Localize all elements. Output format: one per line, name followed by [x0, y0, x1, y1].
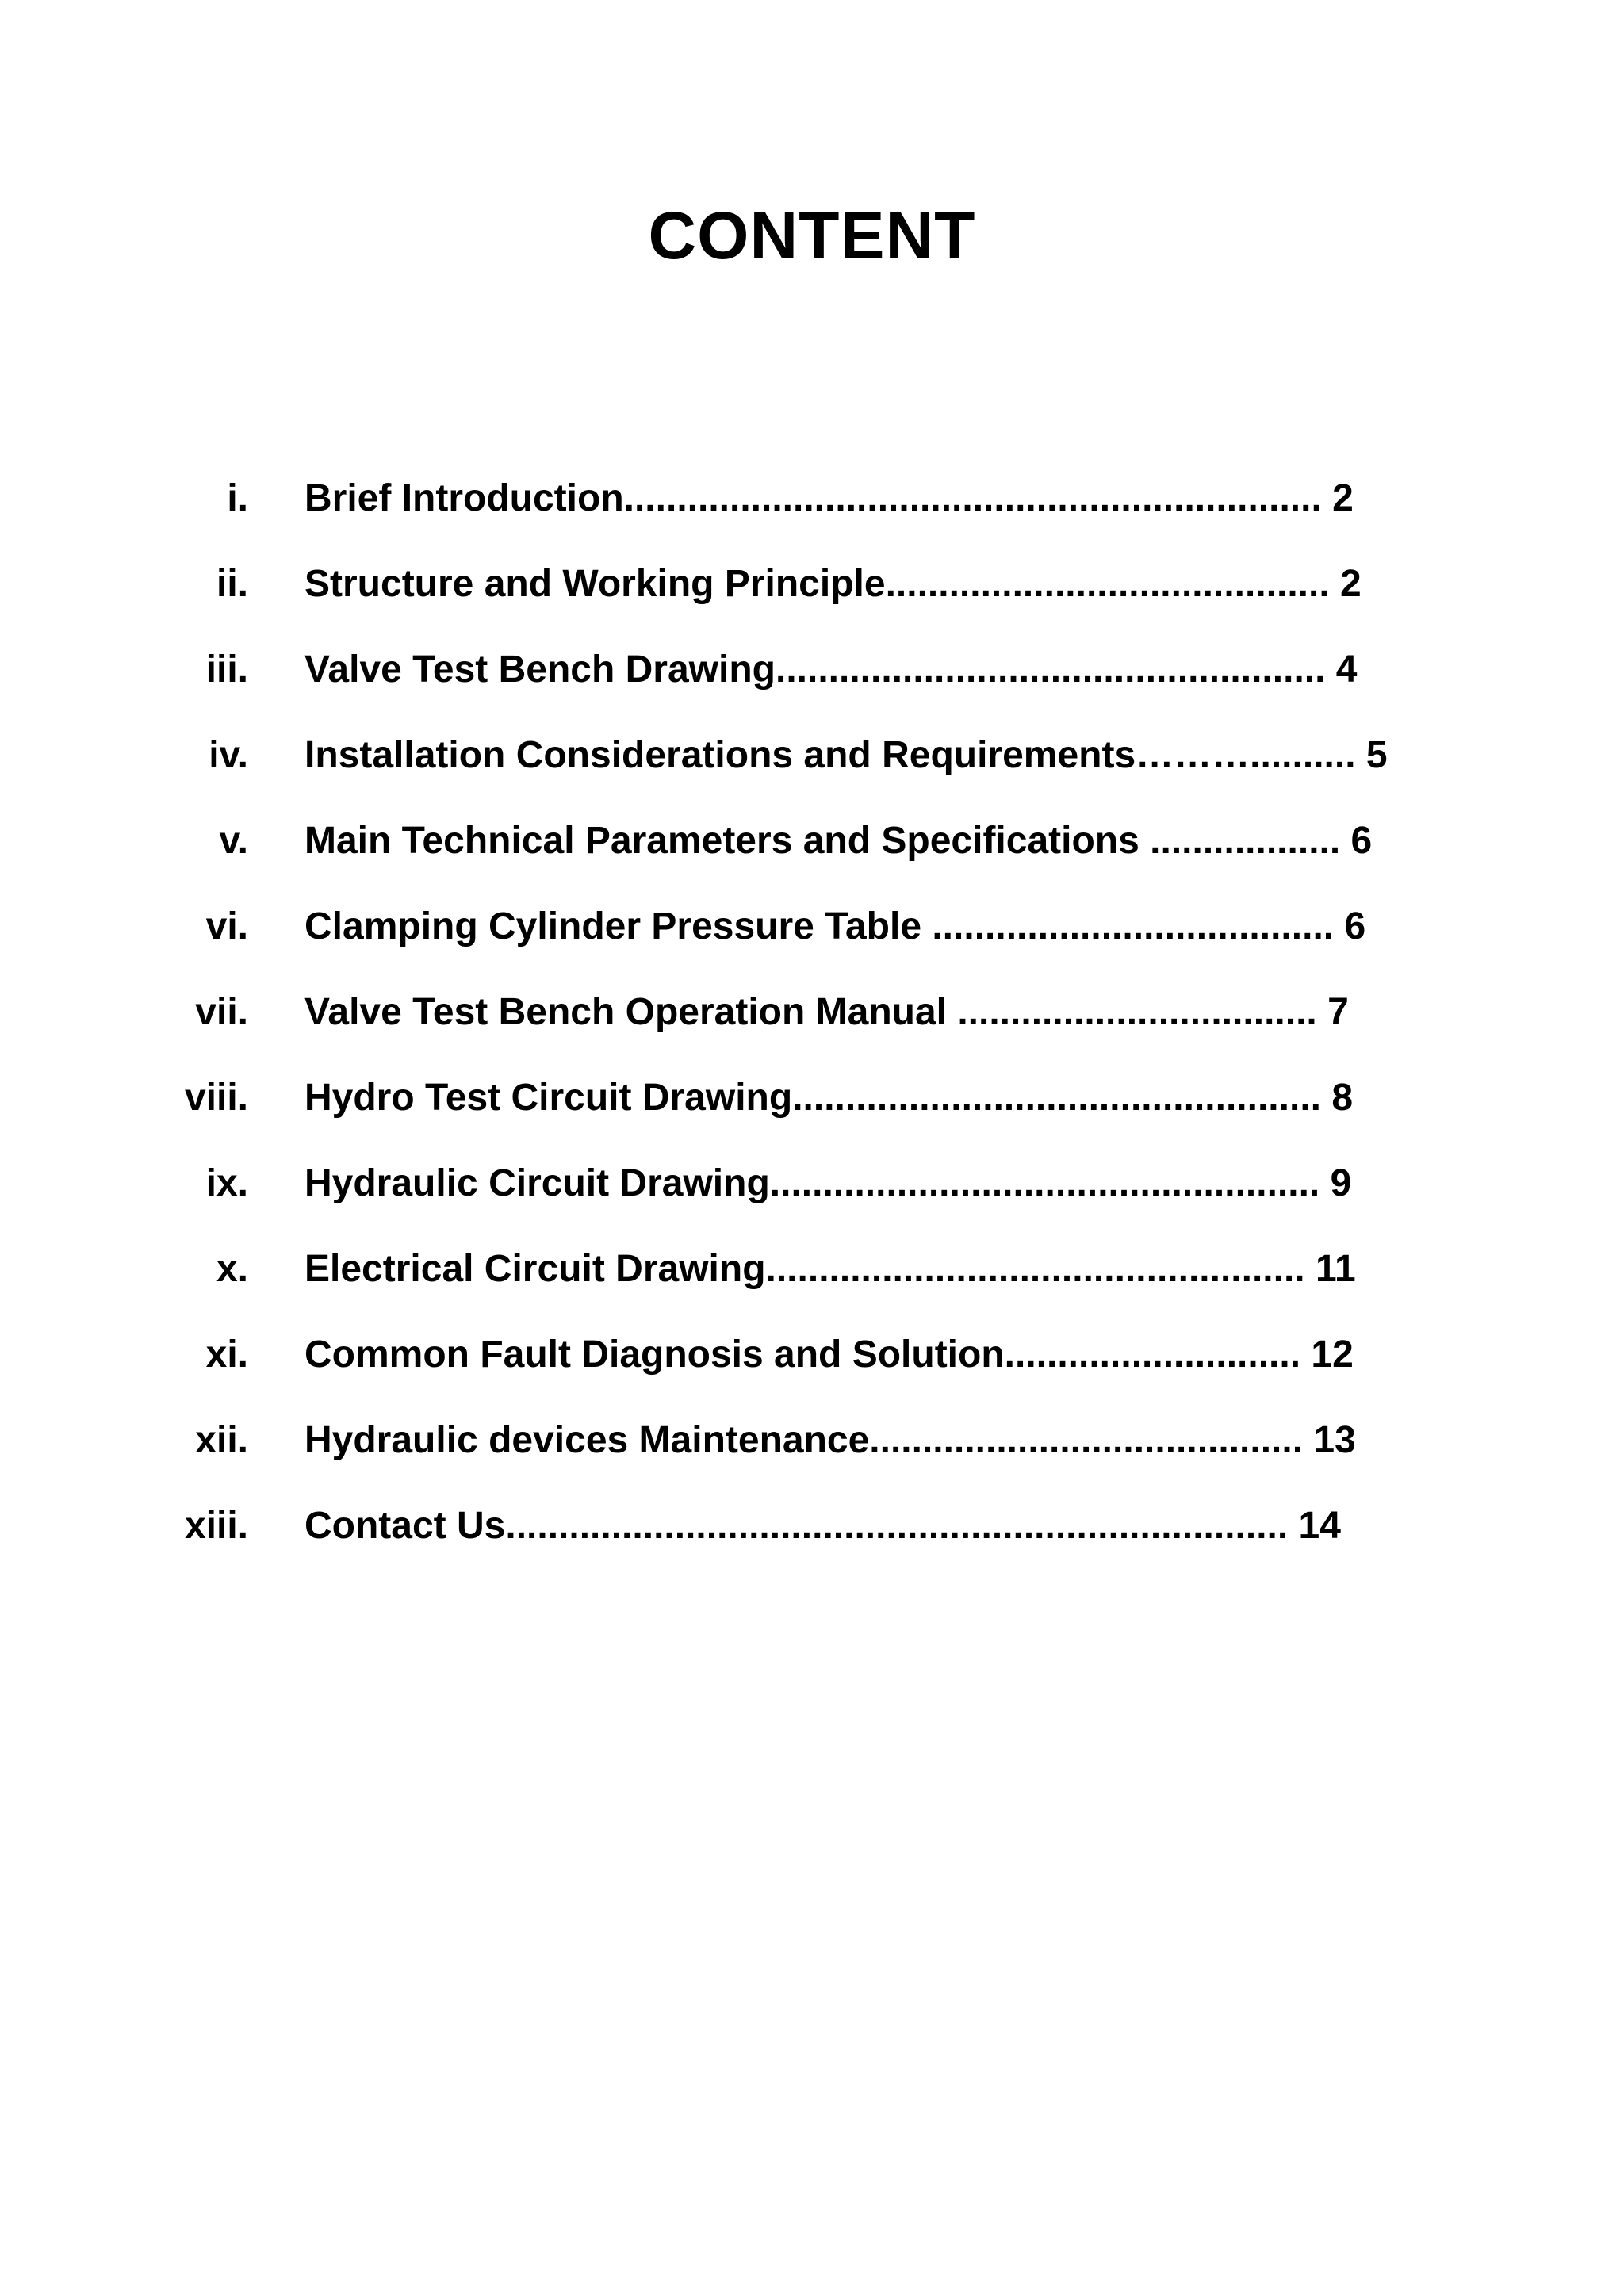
- toc-entry-text: Brief Introduction.................................................................. 2: [304, 477, 1354, 519]
- toc-numeral: xi.: [205, 1334, 248, 1376]
- toc-numeral: vii.: [195, 991, 248, 1033]
- toc-entry-text: Common Fault Diagnosis and Solution............................ 12: [304, 1334, 1354, 1376]
- toc-entry: [0, 471, 1624, 526]
- toc-entry: [0, 813, 1624, 869]
- toc-numeral: ii.: [216, 563, 248, 605]
- toc-numeral: vi.: [205, 905, 248, 947]
- toc-entry-text: Main Technical Parameters and Specifications .................. 6: [304, 820, 1373, 862]
- toc-numeral: iii.: [205, 649, 248, 691]
- toc-numeral: xii.: [195, 1419, 248, 1461]
- toc-numeral: v.: [219, 820, 248, 862]
- toc-numeral: viii.: [184, 1077, 248, 1119]
- toc-entry: [0, 1413, 1624, 1468]
- toc-entry: [0, 728, 1624, 783]
- toc-numeral: x.: [216, 1248, 248, 1290]
- toc-entry-text: Hydro Test Circuit Drawing.................................................. 8: [304, 1077, 1354, 1119]
- toc-entry: [0, 1242, 1624, 1297]
- toc-entry: [0, 899, 1624, 955]
- toc-entry: [0, 642, 1624, 698]
- toc-entry: [0, 1070, 1624, 1126]
- toc-entry-text: Clamping Cylinder Pressure Table ...................................... 6: [304, 905, 1366, 947]
- toc-entry: [0, 557, 1624, 612]
- toc-entry-text: Contact Us.......................................................................... 14: [304, 1505, 1341, 1547]
- toc-numeral: xiii.: [184, 1505, 248, 1547]
- toc-entry-text: Hydraulic Circuit Drawing.................................................... 9: [304, 1162, 1352, 1204]
- toc-entry-text: Valve Test Bench Drawing.................................................... 4: [304, 649, 1358, 691]
- toc-numeral: i.: [227, 477, 248, 519]
- toc-entry: [0, 1327, 1624, 1383]
- toc-entry-text: Valve Test Bench Operation Manual .................................. 7: [304, 991, 1349, 1033]
- toc-numeral: iv.: [209, 734, 248, 776]
- toc-entry-text: Hydraulic devices Maintenance......................................... 13: [304, 1419, 1356, 1461]
- toc-entry-text: Electrical Circuit Drawing................................................... 11: [304, 1248, 1356, 1290]
- toc-entry: [0, 985, 1624, 1040]
- toc-entry-text: Installation Considerations and Requirements……….......... 5: [304, 734, 1388, 776]
- toc-entry: [0, 1498, 1624, 1554]
- toc-numeral: ix.: [205, 1162, 248, 1204]
- toc-entry: [0, 1156, 1624, 1211]
- toc-entry-text: Structure and Working Principle.......................................... 2: [304, 563, 1362, 605]
- page-title: CONTENT: [648, 198, 976, 273]
